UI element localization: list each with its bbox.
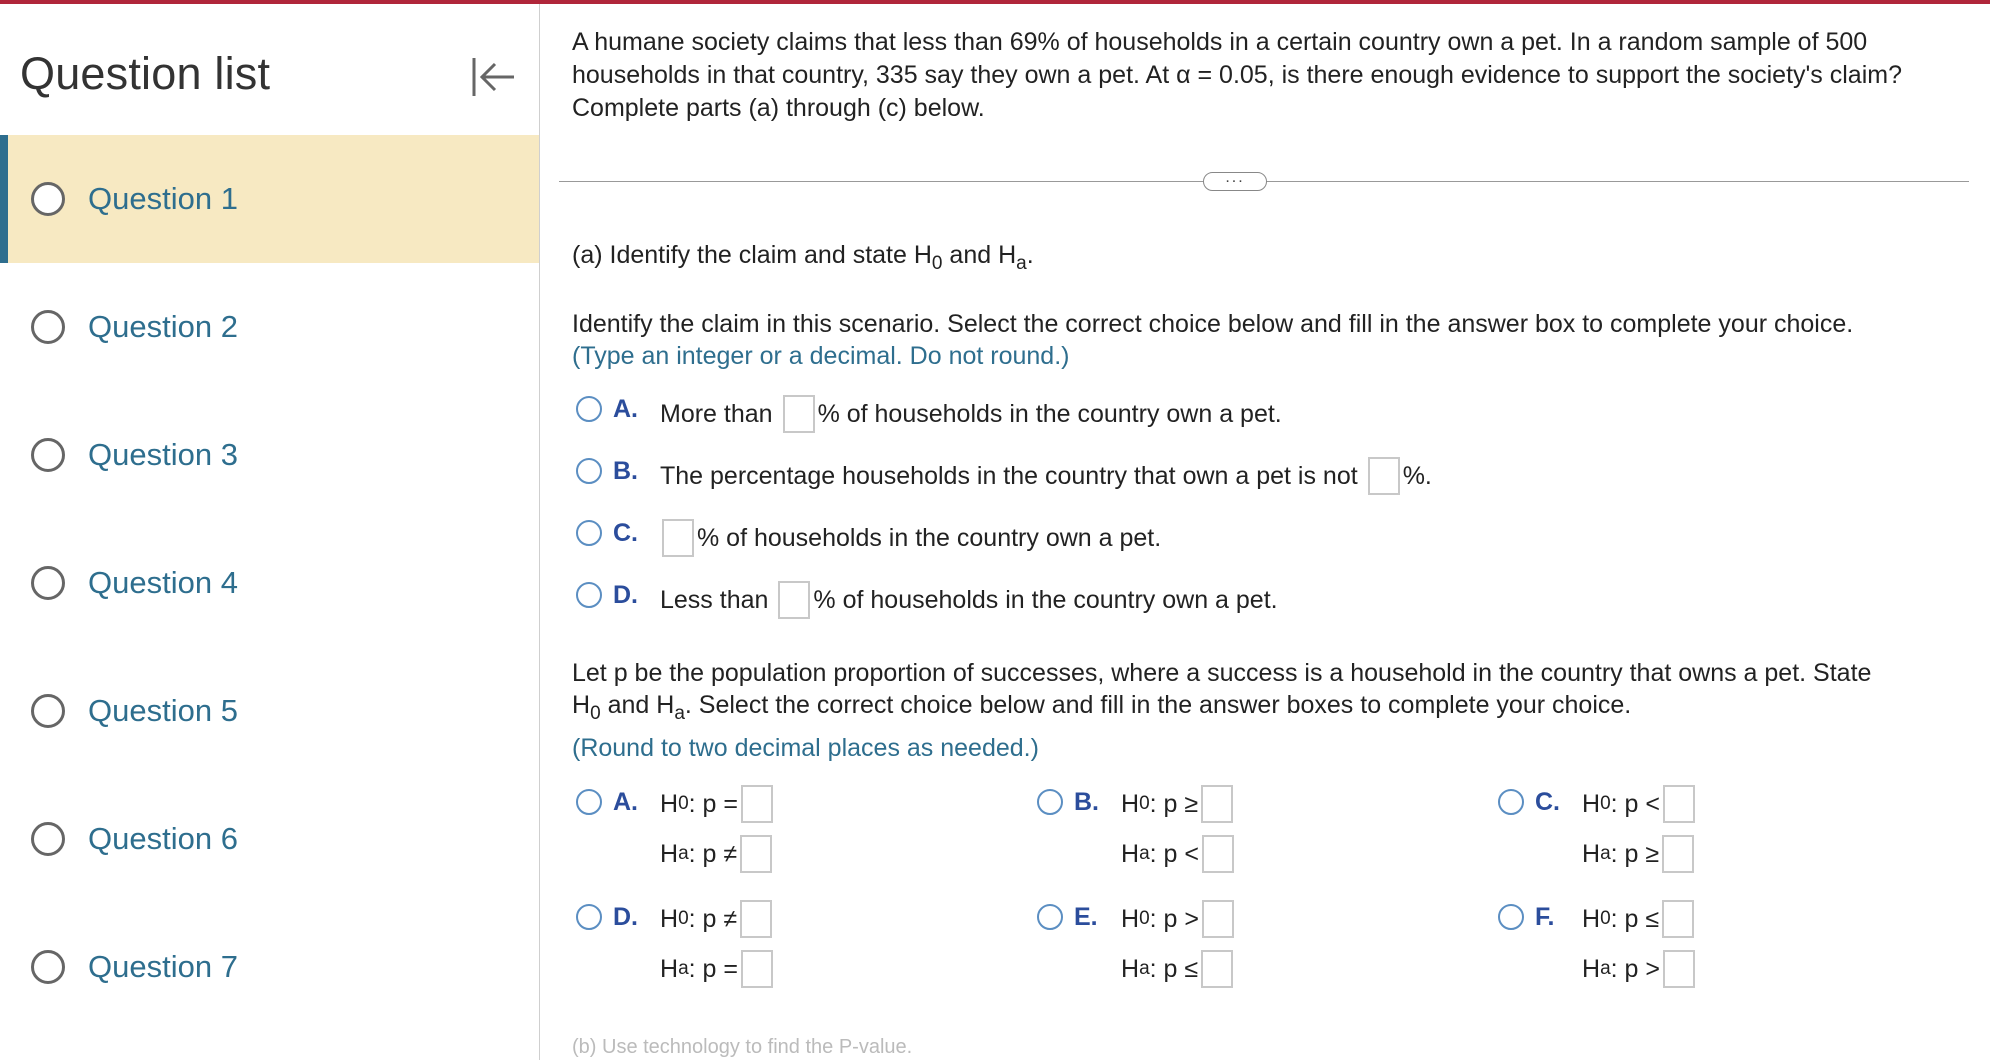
hyp-a-null: H 0 : p = [660, 785, 776, 823]
hyp-f-alt: H a : p > [1582, 950, 1698, 988]
question-item-6[interactable] [0, 775, 539, 903]
hyp-c-alt: H a : p ≥ [1582, 835, 1697, 873]
hyp-f-null-box[interactable] [1662, 900, 1694, 938]
question-label: Question 7 [88, 949, 238, 984]
part-a-text: (a) Identify the claim and state H [572, 241, 932, 269]
claim-b-answer-box[interactable] [1368, 457, 1400, 495]
question-status-icon [31, 822, 65, 856]
option-letter: B. [1074, 788, 1099, 816]
hyp-f-alt-box[interactable] [1663, 950, 1695, 988]
expand-more-button[interactable]: ... [1203, 172, 1267, 191]
question-label: Question 2 [88, 309, 238, 344]
collapse-left-icon [468, 54, 518, 100]
claim-option-d-radio[interactable] [576, 582, 602, 608]
hyp-d-alt: H a : p = [660, 950, 776, 988]
option-text: %. [1402, 461, 1432, 490]
option-text: The percentage households in the country that own a pet is not [660, 461, 1358, 490]
part-a-and: and H [942, 241, 1017, 269]
h-letter: H [1582, 904, 1601, 933]
claim-a-answer-box[interactable] [783, 395, 815, 433]
hyp-d-alt-box[interactable] [741, 950, 773, 988]
hyp-relation: : p ≠ [688, 904, 738, 933]
hyp-relation: : p > [1610, 954, 1660, 983]
hyp-b-null-box[interactable] [1201, 785, 1233, 823]
hyp-c-null-box[interactable] [1663, 785, 1695, 823]
hyp-hint: (Round to two decimal places as needed.) [572, 734, 1039, 762]
h-letter: H [660, 789, 679, 818]
question-item-4[interactable] [0, 519, 539, 647]
question-item-3[interactable] [0, 391, 539, 519]
option-letter: A. [613, 395, 638, 423]
option-letter: C. [1535, 788, 1560, 816]
question-content [541, 4, 1990, 1060]
claim-option-c-radio[interactable] [576, 520, 602, 546]
question-label: Question 5 [88, 693, 238, 728]
option-text: More than [660, 399, 773, 428]
hyp-b-alt: H a : p < [1121, 835, 1237, 873]
hyp-relation: : p < [1149, 839, 1199, 868]
question-label: Question 6 [88, 821, 238, 856]
question-list-sidebar [0, 4, 540, 1060]
claim-hint: (Type an integer or a decimal. Do not round.) [572, 342, 1070, 370]
hyp-instruction-line2 [572, 691, 1632, 724]
claim-option-a [660, 395, 1282, 433]
claim-option-d [660, 581, 1278, 619]
question-status-icon [31, 310, 65, 344]
option-text: % of households in the country own a pet. [817, 399, 1282, 428]
hyp-e-null: H 0 : p > [1121, 900, 1237, 938]
hyp-option-a-radio[interactable] [576, 789, 602, 815]
option-text: % of households in the country own a pet. [813, 585, 1278, 614]
question-status-icon [31, 566, 65, 600]
option-letter: A. [613, 788, 638, 816]
h-letter: H [660, 839, 679, 868]
hyp-instruction-rest: . Select the correct choice below and fill in the answer boxes to complete your choice. [684, 691, 1632, 719]
option-letter: E. [1074, 903, 1098, 931]
question-item-5[interactable] [0, 647, 539, 775]
subscript-0: 0 [590, 703, 601, 724]
question-item-2[interactable] [0, 263, 539, 391]
hyp-e-null-box[interactable] [1202, 900, 1234, 938]
option-text: % of households in the country own a pet. [697, 523, 1162, 552]
problem-statement: A humane society claims that less than 69% of households in a certain country own a pet. In a random sample of 500 households in that country, 335 say they own a pet. At α = 0.05, is there enough evidence to support the society's claim? Complete parts (a) through (c) below. [572, 28, 1902, 122]
hyp-relation: : p = [688, 789, 738, 818]
hyp-b-alt-box[interactable] [1202, 835, 1234, 873]
hyp-relation: : p > [1149, 904, 1199, 933]
subscript-a: a [1016, 253, 1027, 274]
h-letter: H [572, 691, 591, 719]
hyp-f-null: H 0 : p ≤ [1582, 900, 1697, 938]
hyp-option-e-radio[interactable] [1037, 904, 1063, 930]
and-h: and H [600, 691, 675, 719]
next-part-heading: (b) Use technology to find the P-value. [572, 1036, 913, 1058]
hyp-relation: : p < [1610, 789, 1660, 818]
option-text: Less than [660, 585, 769, 614]
hyp-relation: : p ≥ [1610, 839, 1660, 868]
hyp-a-alt-box[interactable] [740, 835, 772, 873]
hyp-a-alt: H a : p ≠ [660, 835, 775, 873]
hyp-e-alt: H a : p ≤ [1121, 950, 1236, 988]
question-item-1[interactable] [0, 135, 539, 263]
question-status-icon [31, 694, 65, 728]
h-letter: H [1121, 839, 1140, 868]
hyp-relation: : p ≥ [1149, 789, 1199, 818]
question-status-icon [31, 438, 65, 472]
hyp-b-null: H 0 : p ≥ [1121, 785, 1236, 823]
option-letter: F. [1535, 903, 1555, 931]
h-letter: H [1121, 954, 1140, 983]
hyp-relation: : p ≠ [688, 839, 738, 868]
claim-option-c [660, 519, 1161, 557]
h-letter: H [1121, 904, 1140, 933]
claim-c-answer-box[interactable] [662, 519, 694, 557]
h-letter: H [1582, 789, 1601, 818]
question-list [0, 135, 539, 1031]
subscript-a: a [674, 703, 685, 724]
h-letter: H [1582, 839, 1601, 868]
subscript-0: 0 [931, 253, 943, 274]
collapse-sidebar-button[interactable] [468, 54, 518, 100]
part-a-heading [572, 241, 1034, 274]
hyp-c-alt-box[interactable] [1662, 835, 1694, 873]
hyp-option-d-radio[interactable] [576, 904, 602, 930]
claim-option-a-radio[interactable] [576, 396, 602, 422]
question-item-7[interactable] [0, 903, 539, 1031]
hyp-option-b-radio[interactable] [1037, 789, 1063, 815]
question-status-icon [31, 182, 65, 216]
hyp-c-null: H 0 : p < [1582, 785, 1698, 823]
claim-option-b-radio[interactable] [576, 458, 602, 484]
question-label: Question 3 [88, 437, 238, 472]
period: . [1026, 241, 1034, 269]
hyp-relation: : p ≤ [1149, 954, 1199, 983]
hyp-instruction-line1: Let p be the population proportion of successes, where a success is a household in the country that owns a pet. State [572, 659, 1872, 687]
sidebar-title: Question list [20, 48, 271, 99]
hyp-a-null-box[interactable] [741, 785, 773, 823]
question-label: Question 4 [88, 565, 238, 600]
option-letter: B. [613, 457, 638, 485]
hyp-relation: : p = [688, 954, 738, 983]
h-letter: H [1121, 789, 1140, 818]
h-letter: H [660, 904, 679, 933]
hyp-d-null-box[interactable] [740, 900, 772, 938]
hyp-option-c-radio[interactable] [1498, 789, 1524, 815]
hyp-relation: : p ≤ [1610, 904, 1660, 933]
hyp-option-f-radio[interactable] [1498, 904, 1524, 930]
question-status-icon [31, 950, 65, 984]
h-letter: H [1582, 954, 1601, 983]
hyp-d-null: H 0 : p ≠ [660, 900, 775, 938]
claim-instruction: Identify the claim in this scenario. Select the correct choice below and fill in the answer box to complete your choice. [572, 310, 1854, 338]
claim-option-b [660, 457, 1432, 495]
option-letter: D. [613, 581, 638, 609]
hyp-e-alt-box[interactable] [1201, 950, 1233, 988]
claim-d-answer-box[interactable] [778, 581, 810, 619]
option-letter: C. [613, 519, 638, 547]
h-letter: H [660, 954, 679, 983]
question-label: Question 1 [88, 181, 238, 216]
option-letter: D. [613, 903, 638, 931]
